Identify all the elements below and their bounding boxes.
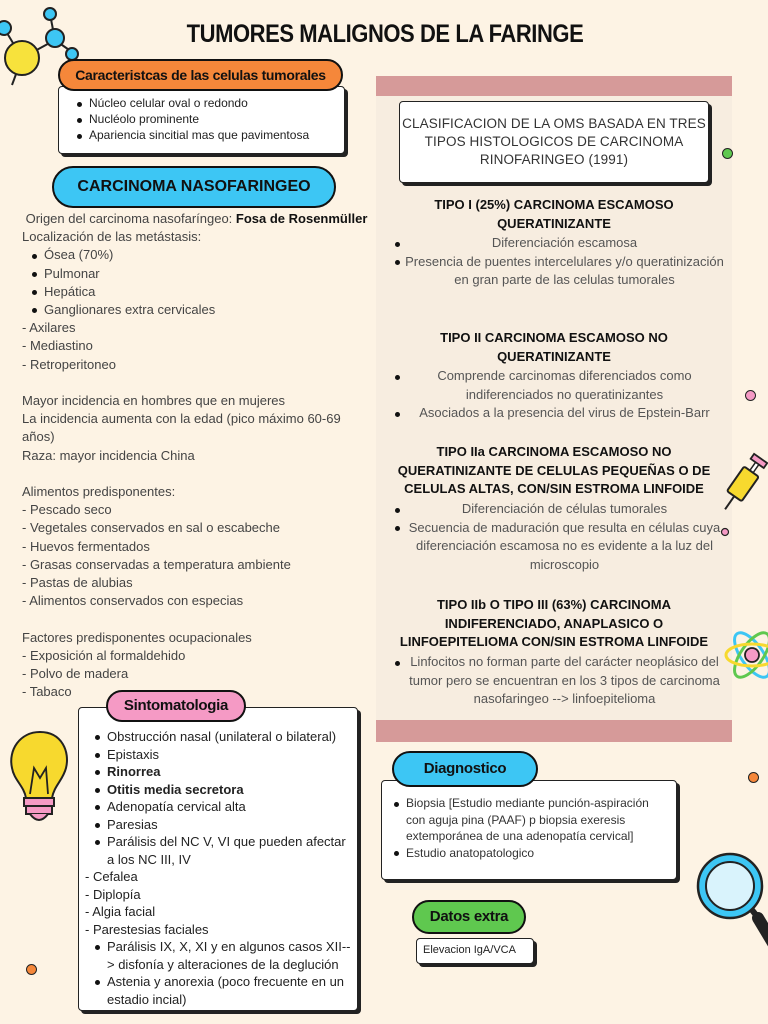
page-title: TUMORES MALIGNOS DE LA FARINGE bbox=[186, 20, 584, 48]
datos-extra-box: Elevacion IgA/VCA bbox=[416, 938, 534, 964]
origen-line bbox=[22, 210, 372, 228]
list-item: - Pastas de alubias bbox=[22, 575, 133, 591]
list-item: Comprende carcinomas diferenciados como indiferenciados no queratinizantes bbox=[390, 367, 725, 404]
magnifier-icon bbox=[690, 848, 768, 968]
list-item: - Axilares bbox=[22, 320, 76, 336]
list-item: - Parestesias faciales bbox=[85, 921, 209, 937]
incidencia-line: Raza: mayor incidencia China bbox=[22, 447, 195, 463]
tipo2a-title: TIPO IIa CARCINOMA ESCAMOSO NO QUERATINIZANTE DE CELULAS PEQUEÑAS O DE CELULAS ALTAS, CON/SIN ESTROMA LINFOIDE bbox=[397, 444, 711, 496]
sintomatologia-label: Sintomatologia bbox=[106, 690, 246, 722]
list-item: Estudio anatopatologico bbox=[392, 845, 670, 862]
metastasis-list bbox=[30, 246, 372, 319]
list-item: - Exposición al formaldehido bbox=[22, 647, 186, 663]
list-item: Pulmonar bbox=[30, 265, 372, 283]
alimentos-title: Alimentos predisponentes: bbox=[22, 484, 176, 500]
list-item: Linfocitos no forman parte del carácter neoplásico del tumor pero se encuentran en los 3 tipos de carcinoma nasofaringeo --> linfoepitelioma bbox=[390, 653, 725, 709]
tipo2b-title: TIPO IIb O TIPO III (63%) CARCINOMA INDIFERENCIADO, ANAPLASICO O LINFOEPITELIOMA CON/SIN ESTROMA LINFOIDE bbox=[399, 597, 709, 649]
decor-dot bbox=[722, 148, 733, 159]
list-item: Diferenciación de células tumorales bbox=[390, 500, 725, 519]
incidencia-line: La incidencia aumenta con la edad (pico máximo 60-69 bbox=[22, 411, 341, 427]
decor-dot bbox=[26, 964, 37, 975]
list-item: - Polvo de madera bbox=[22, 666, 129, 682]
list-item: - Cefalea bbox=[85, 869, 138, 884]
list-item: Parálisis del NC V, VI que pueden afectar a los NC III, IV bbox=[93, 833, 351, 868]
tipo2-list bbox=[390, 367, 725, 423]
incidencia-line: años) bbox=[22, 429, 55, 445]
ocupacionales-title: Factores predisponentes ocupacionales bbox=[22, 629, 252, 645]
caracteristicas-list bbox=[75, 95, 344, 143]
tipo2b-list bbox=[390, 653, 725, 709]
atom-icon bbox=[722, 615, 768, 695]
list-item: Hepática bbox=[30, 283, 372, 301]
list-item: - Pescado seco bbox=[22, 502, 112, 518]
list-item: Adenopatía cervical alta bbox=[93, 798, 351, 816]
metastasis-title: Localización de las metástasis: bbox=[22, 229, 202, 245]
caracteristicas-box bbox=[58, 86, 345, 154]
sintomatologia-box bbox=[78, 707, 358, 1011]
carcinoma-text bbox=[22, 210, 372, 701]
decor-dot bbox=[745, 390, 756, 401]
carcinoma-label: CARCINOMA NASOFARINGEO bbox=[52, 166, 336, 208]
list-item: Apariencia sincitial mas que pavimentosa bbox=[75, 127, 344, 143]
tipo2a-list bbox=[390, 500, 725, 574]
list-item: Nucléolo prominente bbox=[75, 111, 344, 127]
list-item: Presencia de puentes intercelulares y/o queratinización en gran parte de las celulas tumorales bbox=[390, 253, 725, 290]
list-item: - Retroperitoneo bbox=[22, 356, 116, 372]
datos-extra-label: Datos extra bbox=[412, 900, 526, 934]
list-item: Núcleo celular oval o redondo bbox=[75, 95, 344, 111]
list-item: Paresias bbox=[93, 816, 351, 834]
list-item: - Vegetales conservados en sal o escabeche bbox=[22, 520, 281, 536]
list-item: - Mediastino bbox=[22, 338, 93, 354]
incidencia-line: Mayor incidencia en hombres que en mujeres bbox=[22, 393, 286, 409]
list-item: Secuencia de maduración que resulta en células cuya diferenciación escamosa no es evidente a la luz del microscopio bbox=[390, 519, 725, 575]
origen-bold: Fosa de Rosenmüller bbox=[235, 211, 368, 226]
list-item: - Huevos fermentados bbox=[22, 538, 150, 554]
sintomatologia-list bbox=[93, 728, 351, 868]
caracteristicas-label: Caracteristcas de las celulas tumorales bbox=[58, 59, 343, 91]
list-item: Otitis media secretora bbox=[93, 781, 351, 799]
list-item: Ósea (70%) bbox=[30, 246, 372, 264]
oms-title-box: CLASIFICACION DE LA OMS BASADA EN TRES TIPOS HISTOLOGICOS DE CARCINOMA RINOFARINGEO (1991) bbox=[399, 101, 709, 183]
list-item: - Alimentos conservados con especias bbox=[22, 593, 244, 609]
origen-prefix: Origen del carcinoma nasofaríngeo: bbox=[22, 211, 236, 226]
list-item: - Diplopía bbox=[85, 886, 141, 902]
list-item: Rinorrea bbox=[93, 763, 351, 781]
list-item: Parálisis IX, X, XI y en algunos casos XII--> disfonía y alteraciones de la deglución bbox=[93, 938, 351, 973]
list-item: Asociados a la presencia del virus de Epstein-Barr bbox=[390, 404, 725, 423]
syringe-icon bbox=[712, 448, 768, 538]
list-item: - Algia facial bbox=[85, 904, 156, 919]
tipo1-title: TIPO I (25%) CARCINOMA ESCAMOSO QUERATINIZANTE bbox=[434, 197, 674, 231]
list-item: Astenia y anorexia (poco frecuente en un estadio incial) bbox=[93, 973, 351, 1008]
list-item: Ganglionares extra cervicales bbox=[30, 301, 372, 319]
decor-dot bbox=[748, 772, 759, 783]
lightbulb-icon bbox=[0, 728, 72, 838]
list-item: Obstrucción nasal (unilateral o bilateral) bbox=[93, 728, 351, 746]
list-item: - Tabaco bbox=[22, 684, 72, 700]
sintomatologia-sublist bbox=[93, 938, 351, 1008]
list-item: Epistaxis bbox=[93, 746, 351, 764]
tipo1-list bbox=[390, 234, 725, 290]
tipo2-title: TIPO II CARCINOMA ESCAMOSO NO QUERATINIZANTE bbox=[440, 330, 668, 364]
list-item: Biopsia [Estudio mediante punción-aspiración con aguja pina (PAAF) p biopsia exeresis extemporánea de una adenopatía cervical] bbox=[392, 795, 670, 845]
list-item: Diferenciación escamosa bbox=[390, 234, 725, 253]
diagnostico-list bbox=[392, 795, 670, 861]
list-item: - Grasas conservadas a temperatura ambiente bbox=[22, 556, 291, 572]
diagnostico-label: Diagnostico bbox=[392, 751, 538, 787]
diagnostico-box bbox=[381, 780, 677, 880]
